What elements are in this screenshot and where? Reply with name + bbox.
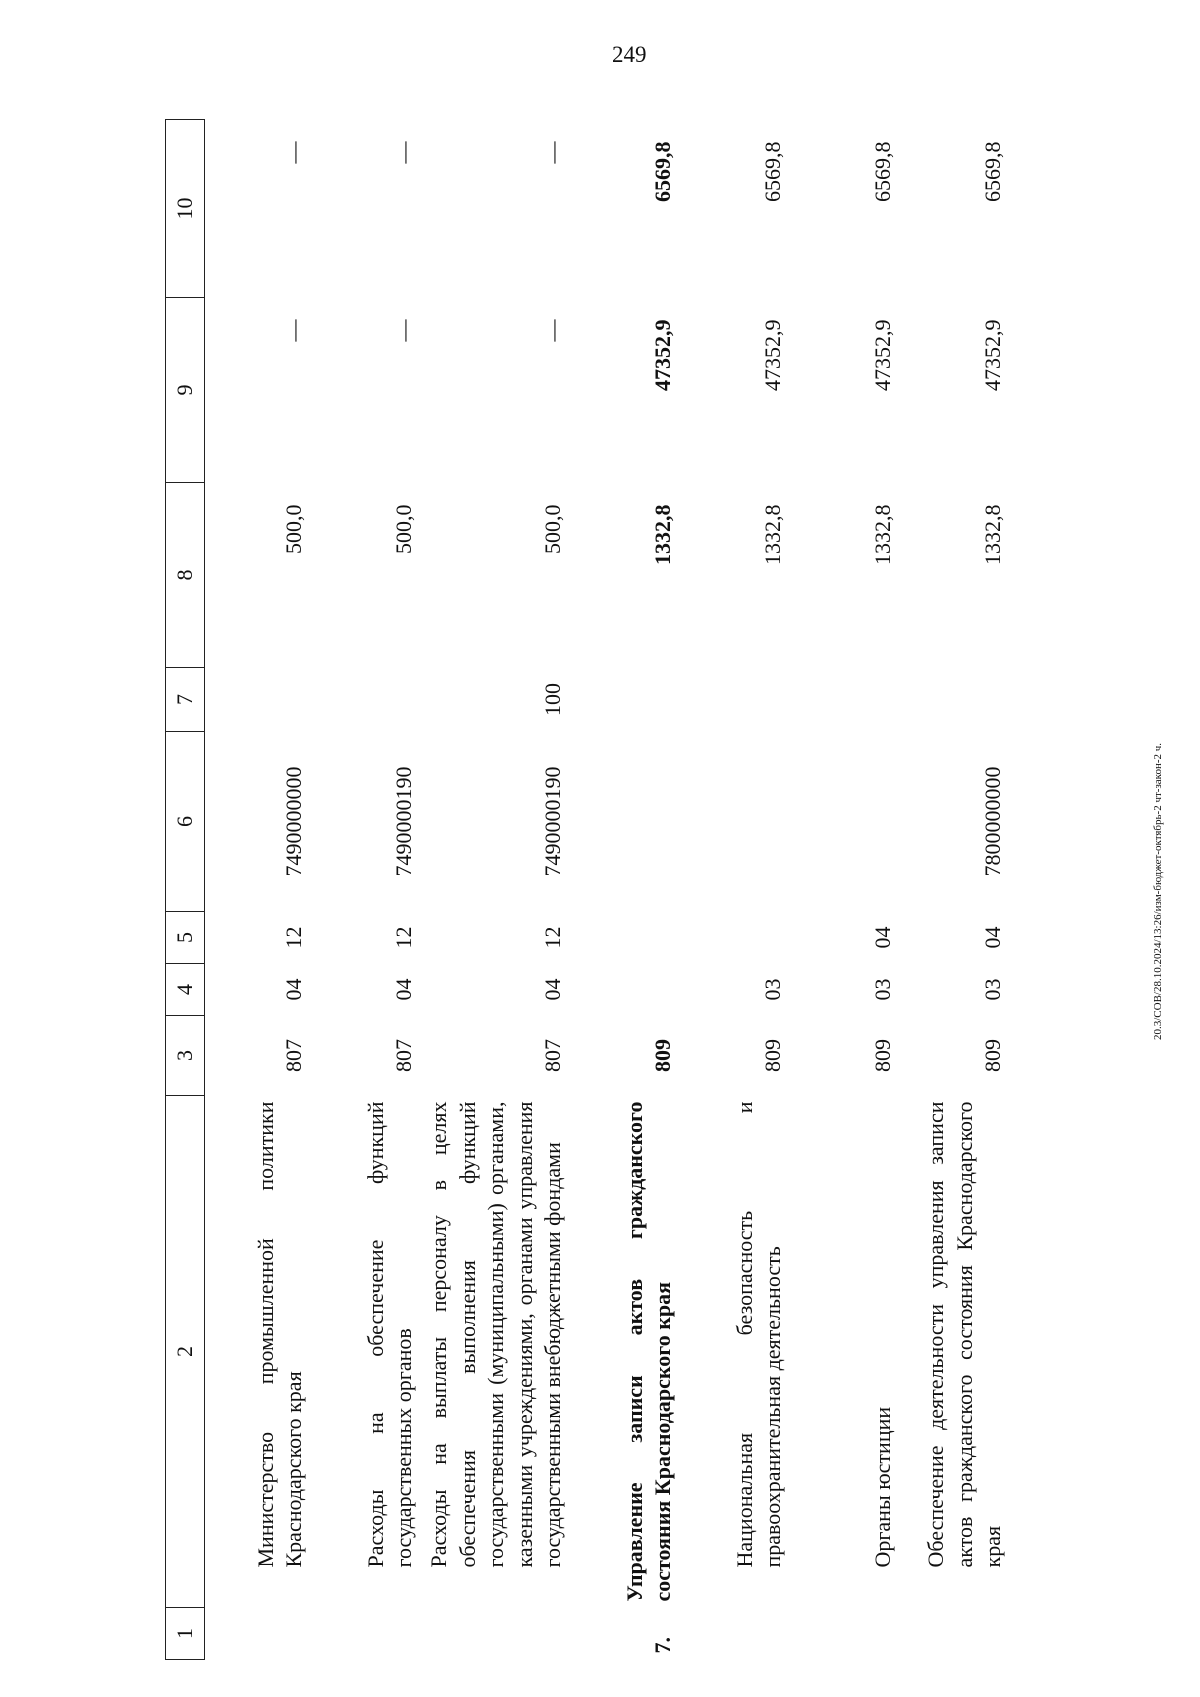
cell-c10: — xyxy=(540,141,566,164)
cell-c9: — xyxy=(391,319,417,342)
cell-c5: 04 xyxy=(870,926,896,949)
cell-c10: 6569,8 xyxy=(870,141,896,202)
row-name: Расходы на обеспечение функций государственных органов xyxy=(362,1101,417,1568)
cell-c4: 03 xyxy=(870,978,896,1001)
table-row xyxy=(684,120,794,1660)
cell-c8: 1332,8 xyxy=(760,504,786,565)
cell-c7 xyxy=(315,668,425,732)
cell-c8: 1332,8 xyxy=(870,504,896,565)
cell-c5: 12 xyxy=(281,926,307,949)
cell-c3: 807 xyxy=(281,1039,307,1072)
cell-c5: 12 xyxy=(540,926,566,949)
cell-c4: 04 xyxy=(540,978,566,1001)
cell-c7 xyxy=(205,668,316,732)
cell-c3: 809 xyxy=(870,1039,896,1072)
header-col-8: 8 xyxy=(166,483,205,668)
row-number xyxy=(425,1608,574,1660)
footer-stamp: 20.3/СОВ/28.10.2024/13:26/изм-бюджет-октябрь-2 чт-закон-2 ч. xyxy=(1152,742,1164,1040)
cell-c10: — xyxy=(391,141,417,164)
cell-c9: 47352,9 xyxy=(650,319,676,391)
cell-c8: 1332,8 xyxy=(980,504,1006,565)
row-name: Органы юстиции xyxy=(870,1406,896,1568)
cell-c3: 807 xyxy=(540,1039,566,1072)
cell-c4: 04 xyxy=(281,978,307,1001)
cell-c8: 1332,8 xyxy=(650,504,676,565)
cell-c8: 500,0 xyxy=(391,504,417,554)
cell-c10: 6569,8 xyxy=(760,141,786,202)
table-row xyxy=(315,120,425,1660)
cell-c5 xyxy=(684,912,794,964)
header-col-3: 3 xyxy=(166,1016,205,1096)
cell-c9: 47352,9 xyxy=(980,319,1006,391)
header-col-4: 4 xyxy=(166,964,205,1016)
cell-c6: 7800000000 xyxy=(980,766,1006,877)
header-col-1: 1 xyxy=(166,1608,205,1660)
header-row xyxy=(166,120,205,1660)
page-number: 249 xyxy=(612,42,647,67)
table-row xyxy=(574,120,684,1660)
row-number xyxy=(205,1608,316,1660)
cell-c9: 47352,9 xyxy=(760,319,786,391)
cell-c6 xyxy=(574,732,684,912)
cell-c3: 809 xyxy=(980,1039,1006,1072)
header-col-9: 9 xyxy=(166,298,205,483)
cell-c8: 500,0 xyxy=(281,504,307,554)
table-row xyxy=(425,120,574,1660)
row-number xyxy=(794,1608,904,1660)
cell-c8: 500,0 xyxy=(540,504,566,554)
header-col-10: 10 xyxy=(166,120,205,298)
row-name: Национальная безопасность и правоохранительная деятельность xyxy=(731,1101,786,1568)
cell-c3: 809 xyxy=(650,1039,676,1072)
cell-c5: 04 xyxy=(980,926,1006,949)
rotated-table-frame xyxy=(165,120,1200,1660)
cell-c9: — xyxy=(281,319,307,342)
cell-c6: 7490000190 xyxy=(540,766,566,877)
cell-c10: — xyxy=(281,141,307,164)
cell-c5 xyxy=(574,912,684,964)
row-name: Министерство промышленной политики Краснодарского края xyxy=(252,1101,307,1568)
cell-c9: — xyxy=(540,319,566,342)
cell-c4: 03 xyxy=(760,978,786,1001)
row-number xyxy=(315,1608,425,1660)
row-number: 7. xyxy=(650,1637,676,1654)
header-col-7: 7 xyxy=(166,668,205,732)
row-name: Расходы на выплаты персоналу в целях обеспечения выполнения функций государственными (муниципальными) органами, казенными учреждениями, органами управления государственными внебюджетными фондами xyxy=(426,1101,566,1568)
cell-c4: 03 xyxy=(980,978,1006,1001)
table-row xyxy=(794,120,904,1660)
row-name: Обеспечение деятельности управления записи актов гражданского состояния Краснодарского края xyxy=(923,1101,1006,1568)
row-number xyxy=(684,1608,794,1660)
cell-c10: 6569,8 xyxy=(650,141,676,202)
row-number xyxy=(904,1608,1014,1660)
header-col-5: 5 xyxy=(166,912,205,964)
header-col-6: 6 xyxy=(166,732,205,912)
cell-c3: 807 xyxy=(391,1039,417,1072)
cell-c6: 7490000000 xyxy=(281,766,307,877)
cell-c5: 12 xyxy=(391,926,417,949)
cell-c7 xyxy=(574,668,684,732)
cell-c7 xyxy=(684,668,794,732)
cell-c10: 6569,8 xyxy=(980,141,1006,202)
table-row xyxy=(904,120,1014,1660)
header-col-2: 2 xyxy=(166,1096,205,1608)
cell-c7 xyxy=(904,668,1014,732)
cell-c7 xyxy=(794,668,904,732)
cell-c4: 04 xyxy=(391,978,417,1001)
cell-c9: 47352,9 xyxy=(870,319,896,391)
cell-c4 xyxy=(574,964,684,1016)
budget-table xyxy=(165,119,1014,1660)
row-name: Управление записи актов гражданского состояния Краснодарского края xyxy=(621,1101,676,1602)
cell-c6 xyxy=(684,732,794,912)
cell-c6 xyxy=(794,732,904,912)
cell-c7: 100 xyxy=(540,683,566,716)
cell-c6: 7490000190 xyxy=(391,766,417,877)
table-row xyxy=(205,120,316,1660)
cell-c3: 809 xyxy=(760,1039,786,1072)
